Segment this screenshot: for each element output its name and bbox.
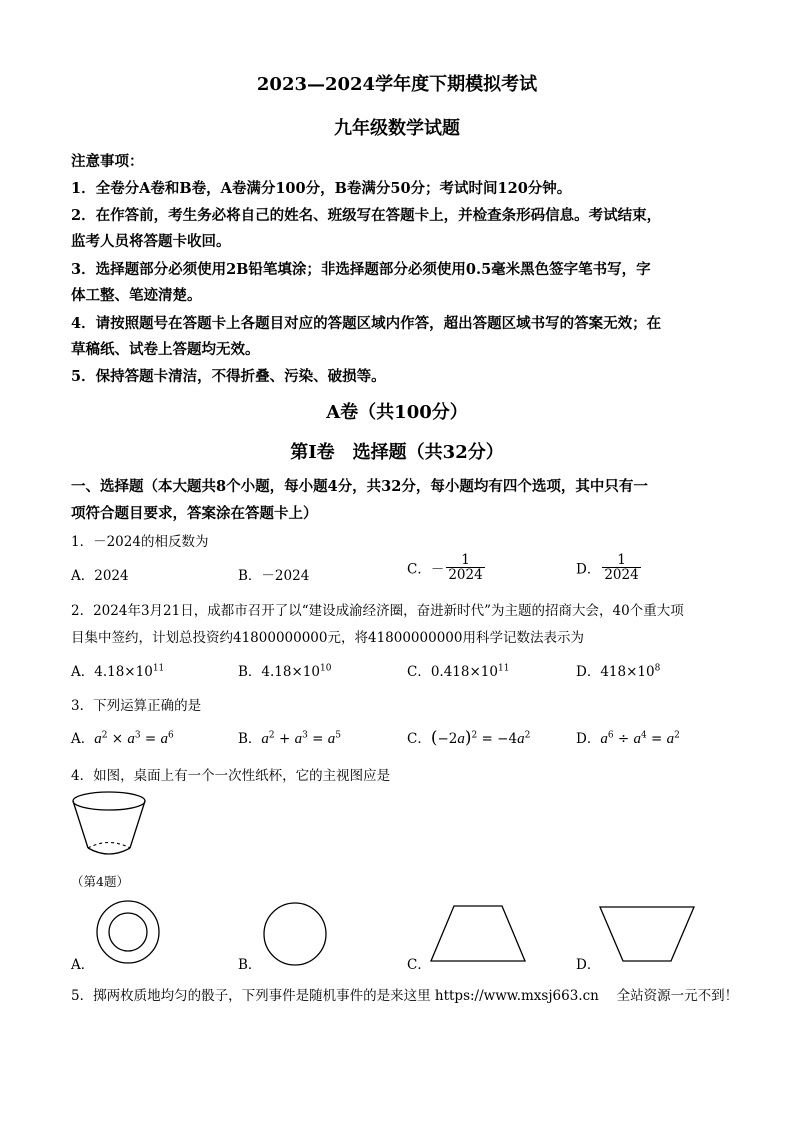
q2-option-a bbox=[71, 660, 164, 680]
q1-option-d bbox=[576, 553, 641, 582]
q2-stem-line1: 2．2024年3月21日，成都市召开了以“建设成渝经济圈，奋进新时代”为主题的招商大会，40个重大项 bbox=[71, 603, 684, 619]
q3-option-a: A．$a^2 \times a^3 = a^6$ bbox=[71, 730, 174, 747]
q2-stem-line2: 目集中签约，计划总投资约41800000000元，将41800000000用科学记数法表示为 bbox=[71, 630, 584, 646]
q1-option-d-label: D． bbox=[576, 561, 601, 578]
q1-c-numerator: 1 bbox=[446, 553, 484, 568]
q3-d-label: D． bbox=[576, 731, 601, 747]
notice-item: 1．全卷分A卷和B卷，A卷满分100分，B卷满分50分；考试时间120分钟。 bbox=[71, 180, 572, 197]
q2-option-d bbox=[576, 660, 660, 680]
q2-option-b bbox=[238, 660, 331, 680]
instructions-line: 一、选择题（本大题共8个小题，每小题4分，共32分，每小题均有四个选项，其中只有一 bbox=[71, 478, 648, 495]
option-a-ring-shape bbox=[94, 898, 162, 966]
q4-option-d-label: D． bbox=[576, 957, 601, 973]
section-a-heading: A卷（共100分） bbox=[326, 402, 468, 423]
q1-d-denominator: 2024 bbox=[604, 567, 639, 584]
exam-subtitle: 九年级数学试题 bbox=[334, 118, 460, 139]
q3-c-label: C． bbox=[407, 731, 431, 747]
part1-heading: 第Ⅰ卷 选择题（共32分） bbox=[290, 442, 504, 463]
option-c-trapezoid-shape bbox=[428, 904, 528, 964]
q4-figure-caption: （第4题） bbox=[71, 874, 129, 889]
q1-option-a: A．2024 bbox=[71, 568, 129, 584]
q2-b-exponent: 10 bbox=[319, 663, 332, 674]
q3-b-label: B． bbox=[238, 731, 262, 747]
q2-c-exponent: 11 bbox=[497, 663, 510, 674]
q2-c-base: C．0.418×10 bbox=[407, 664, 498, 680]
q3-option-c: C．$(-2a)^2 = -4a^2$ bbox=[407, 728, 531, 748]
q1-option-c-label: C．－ bbox=[407, 561, 445, 578]
q2-a-base: A．4.18×10 bbox=[71, 664, 153, 680]
notice-heading: 注意事项： bbox=[71, 153, 144, 170]
notice-item: 2．在作答前，考生务必将自己的姓名、班级写在答题卡上，并检查条形码信息。考试结束， bbox=[71, 207, 662, 224]
q2-b-base: B．4.18×10 bbox=[238, 664, 320, 680]
q5-stem: 5．掷两枚质地均匀的骰子，下列事件是随机事件的是来这里 https://www.mxsj663.cn 全站资源一元不到！ bbox=[71, 988, 739, 1004]
q1-stem: 1．－2024的相反数为 bbox=[71, 534, 209, 550]
notice-item: 监考人员将答题卡收回。 bbox=[71, 233, 231, 250]
q3-option-d: D．$a^6 \div a^4 = a^2$ bbox=[576, 730, 680, 747]
q2-d-base: D．418×10 bbox=[576, 664, 655, 680]
notice-item: 3．选择题部分必须使用2B铅笔填涂；非选择题部分必须使用0.5毫米黑色签字笔书写，字 bbox=[71, 261, 651, 278]
notice-item: 草稿纸、试卷上答题均无效。 bbox=[71, 341, 260, 358]
q3-stem: 3．下列运算正确的是 bbox=[71, 698, 202, 714]
q4-option-b-label: B． bbox=[238, 957, 262, 973]
q3-option-b: B．$a^2 + a^3 = a^5$ bbox=[238, 730, 341, 747]
notice-item: 4．请按照题号在答题卡上各题目对应的答题区域内作答，超出答题区域书写的答案无效；在 bbox=[71, 315, 662, 332]
q2-d-exponent: 8 bbox=[654, 663, 661, 674]
option-b-circle-shape bbox=[262, 901, 328, 967]
q1-option-c bbox=[407, 553, 485, 582]
q3-a-label: A． bbox=[71, 731, 95, 747]
q4-option-a-label: A． bbox=[71, 957, 95, 973]
instructions-line: 项符合题目要求，答案涂在答题卡上） bbox=[71, 505, 318, 522]
q2-option-c bbox=[407, 660, 509, 680]
paper-cup-figure bbox=[70, 790, 150, 862]
q2-a-exponent: 11 bbox=[152, 663, 165, 674]
exam-title: 2023—2024学年度下期模拟考试 bbox=[256, 74, 538, 95]
q4-stem: 4．如图，桌面上有一个一次性纸杯，它的主视图应是 bbox=[71, 768, 391, 784]
notice-item: 5．保持答题卡清洁，不得折叠、污染、破损等。 bbox=[71, 368, 386, 385]
option-d-inverted-trapezoid-shape bbox=[597, 904, 697, 964]
q1-c-denominator: 2024 bbox=[448, 567, 483, 584]
q1-option-b: B．－2024 bbox=[238, 568, 310, 584]
q4-option-c-label: C． bbox=[407, 957, 431, 973]
notice-item: 体工整、笔迹清楚。 bbox=[71, 287, 202, 304]
q1-d-numerator: 1 bbox=[602, 553, 640, 568]
